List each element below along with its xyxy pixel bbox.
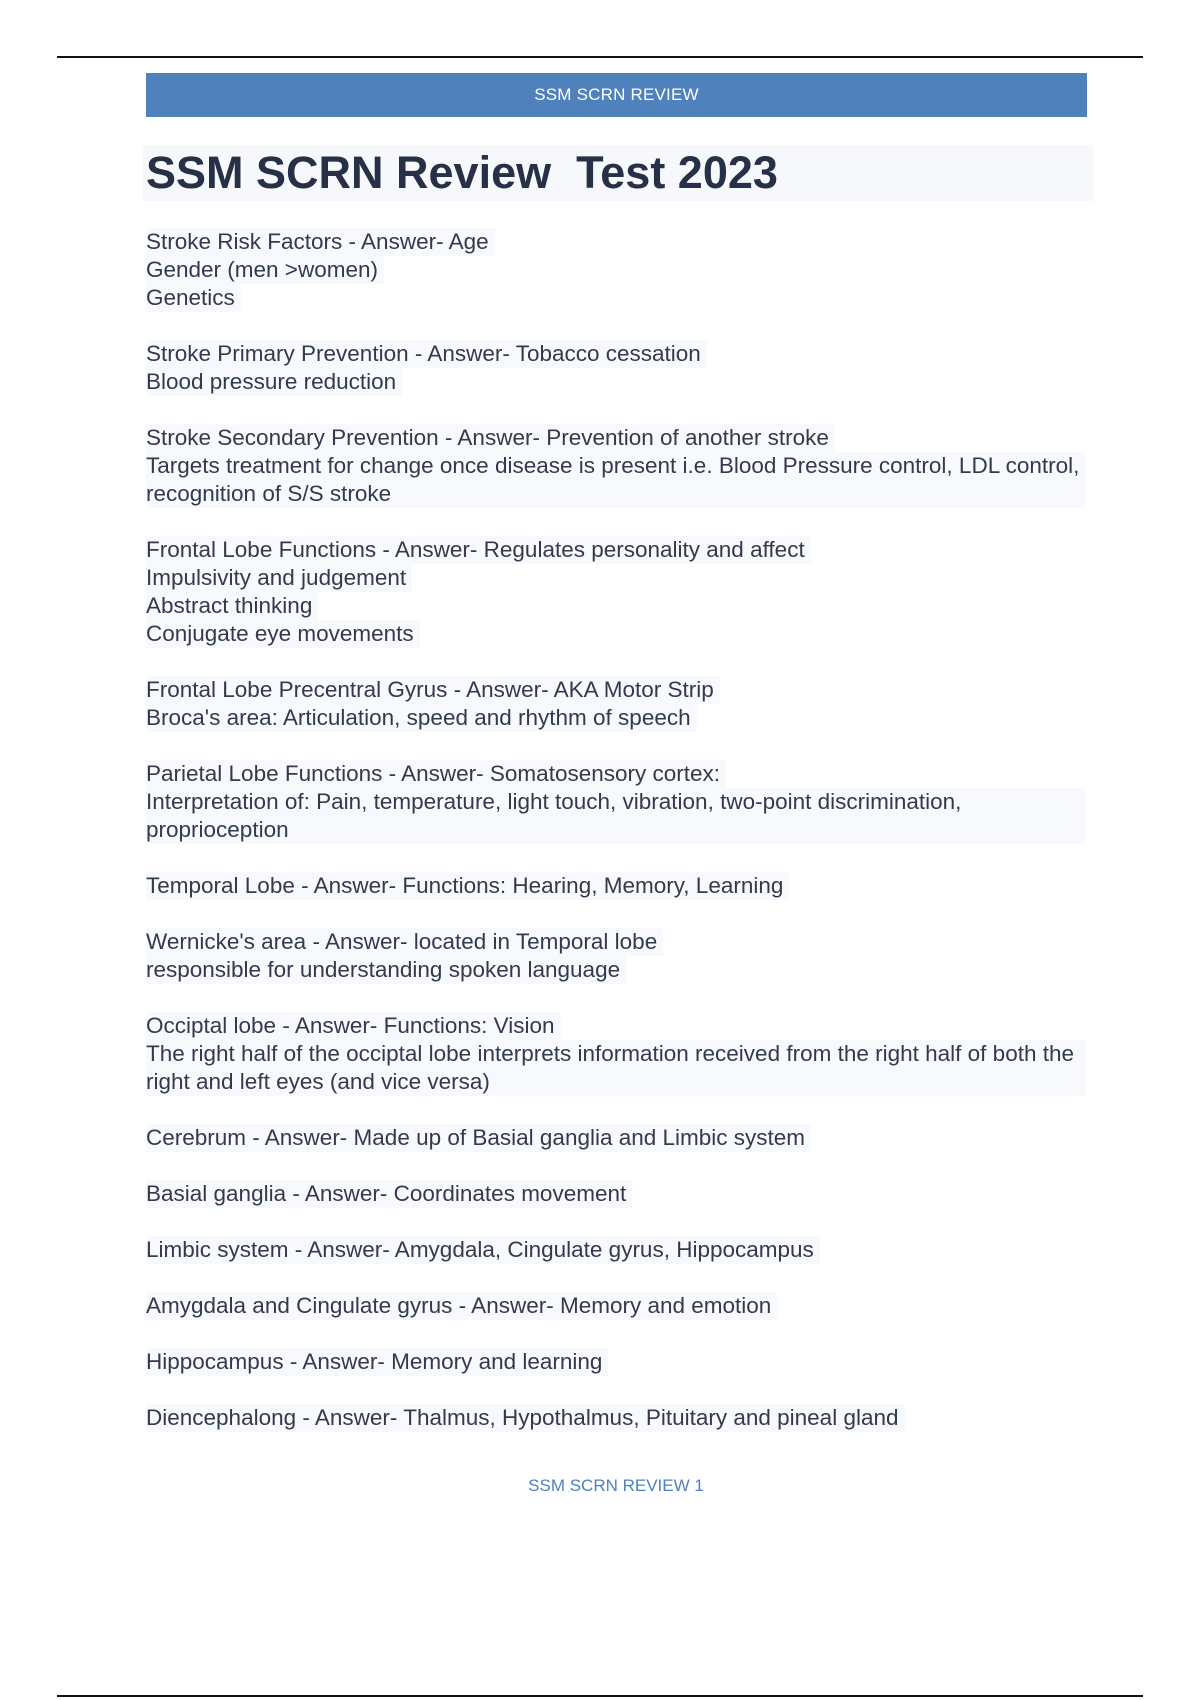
qa-answer-line: Targets treatment for change once disease is present i.e. Blood Pressure control, LDL control, recognition of S/S stroke bbox=[146, 452, 1086, 508]
qa-answer-line: Broca's area: Articulation, speed and rhythm of speech bbox=[146, 704, 697, 732]
qa-entry bbox=[146, 1180, 1086, 1208]
qa-question-line: Parietal Lobe Functions - Answer- Somatosensory cortex: bbox=[146, 760, 726, 788]
qa-question-line: Diencephalong - Answer- Thalmus, Hypothalmus, Pituitary and pineal gland bbox=[146, 1404, 905, 1432]
bottom-page-rule bbox=[57, 1695, 1143, 1697]
qa-answer-line: Conjugate eye movements bbox=[146, 620, 420, 648]
qa-answer-line: Abstract thinking bbox=[146, 592, 318, 620]
qa-entry bbox=[146, 424, 1086, 508]
qa-question-line: Limbic system - Answer- Amygdala, Cingulate gyrus, Hippocampus bbox=[146, 1236, 820, 1264]
qa-question-line: Frontal Lobe Precentral Gyrus - Answer- AKA Motor Strip bbox=[146, 676, 720, 704]
qa-question-line: Hippocampus - Answer- Memory and learning bbox=[146, 1348, 608, 1376]
qa-entry bbox=[146, 760, 1086, 844]
page-footer-text: SSM SCRN REVIEW 1 bbox=[528, 1476, 704, 1495]
page-footer bbox=[0, 1476, 1200, 1496]
qa-question-line: Amygdala and Cingulate gyrus - Answer- Memory and emotion bbox=[146, 1292, 777, 1320]
qa-answer-line: responsible for understanding spoken language bbox=[146, 956, 626, 984]
qa-entry bbox=[146, 536, 1086, 648]
qa-entry bbox=[146, 1012, 1086, 1096]
qa-question-line: Wernicke's area - Answer- located in Temporal lobe bbox=[146, 928, 663, 956]
qa-question-line: Cerebrum - Answer- Made up of Basial ganglia and Limbic system bbox=[146, 1124, 811, 1152]
qa-entry bbox=[146, 928, 1086, 984]
qa-entry bbox=[146, 1124, 1086, 1152]
qa-question-line: Stroke Risk Factors - Answer- Age bbox=[146, 228, 495, 256]
qa-answer-line: The right half of the occiptal lobe interprets information received from the right half of both the right and left eyes (and vice versa) bbox=[146, 1040, 1086, 1096]
qa-list bbox=[146, 228, 1086, 1460]
qa-entry bbox=[146, 676, 1086, 732]
qa-entry bbox=[146, 872, 1086, 900]
qa-answer-line: Gender (men >women) bbox=[146, 256, 384, 284]
qa-entry bbox=[146, 1348, 1086, 1376]
qa-question-line: Temporal Lobe - Answer- Functions: Hearing, Memory, Learning bbox=[146, 872, 789, 900]
qa-question-line: Occiptal lobe - Answer- Functions: Vision bbox=[146, 1012, 561, 1040]
document-title: SSM SCRN Review Test 2023 bbox=[146, 147, 778, 198]
qa-answer-line: Blood pressure reduction bbox=[146, 368, 402, 396]
running-header bbox=[146, 73, 1087, 117]
qa-question-line: Basial ganglia - Answer- Coordinates movement bbox=[146, 1180, 632, 1208]
qa-question-line: Frontal Lobe Functions - Answer- Regulates personality and affect bbox=[146, 536, 811, 564]
top-page-rule bbox=[57, 56, 1143, 58]
title-block bbox=[143, 145, 1093, 201]
qa-entry bbox=[146, 1236, 1086, 1264]
qa-question-line: Stroke Primary Prevention - Answer- Tobacco cessation bbox=[146, 340, 707, 368]
qa-answer-line: Impulsivity and judgement bbox=[146, 564, 412, 592]
qa-question-line: Stroke Secondary Prevention - Answer- Prevention of another stroke bbox=[146, 424, 835, 452]
qa-answer-line: Interpretation of: Pain, temperature, light touch, vibration, two-point discrimination, proprioception bbox=[146, 788, 1086, 844]
qa-entry bbox=[146, 228, 1086, 312]
qa-answer-line: Genetics bbox=[146, 284, 241, 312]
running-header-text: SSM SCRN REVIEW bbox=[534, 85, 699, 104]
qa-entry bbox=[146, 1404, 1086, 1432]
qa-entry bbox=[146, 1292, 1086, 1320]
qa-entry bbox=[146, 340, 1086, 396]
